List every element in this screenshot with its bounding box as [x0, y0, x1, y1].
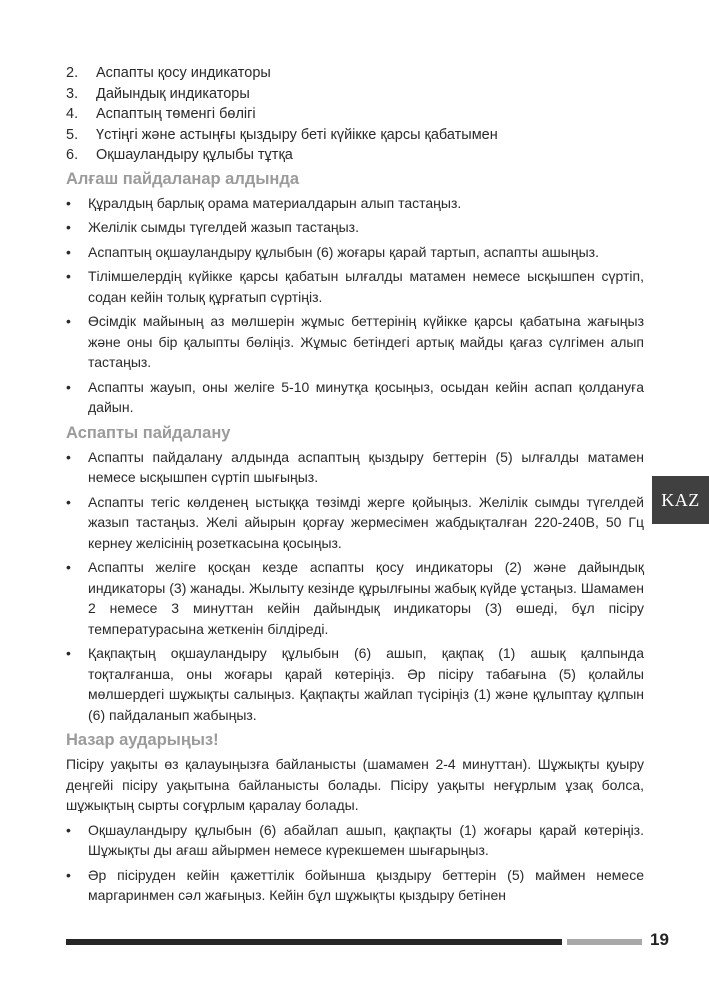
list-item [66, 865, 644, 906]
before-first-use-list [66, 193, 644, 418]
list-item [66, 193, 644, 214]
list-item [66, 125, 644, 146]
item-text: Қақпақтың оқшауландыру құлыбын (6) ашып, қақпақ (1) ашық қалпында тоқталғанша, оны жоғары қарай көтеріңіз. Әр пісіру табағына (5) қолайлы мөлшердегі шұжықты салыңыз. Қақпақты жайлап түсіріңіз (1) және құлыптау құлпын (6) пайдаланып жабыңыз. [88, 645, 644, 723]
bullet-icon: • [66, 559, 71, 575]
list-item [66, 820, 644, 861]
item-text: Аспапты желіге қосқан кезде аспапты қосу индикаторы (2) және дайындық индикаторы (3) жанады. Жылыту кезінде құрылғыны жабық күйде ұстаңыз. Шамамен 2 немесе 3 минуттан кейін дайындық индикаторы (3) өшеді, бұл пісіру температурасына жеткенін білдіреді. [88, 559, 644, 637]
language-tab: KAZ [652, 476, 709, 524]
item-text: Оқшауландыру құлыбы тұтқа [96, 147, 293, 163]
bullet-icon: • [66, 493, 71, 510]
section-heading-attention: Назар аударыңыз! [66, 731, 219, 749]
item-text: Аспапты пайдалану алдында аспаптың қыздыру беттерін (5) ылғалды матамен немесе ысқышпен сүртіп шығыңыз. [88, 448, 644, 485]
attention-list [66, 820, 644, 906]
item-text: Әр пісіруден кейін қажеттілік бойынша қыздыру беттерін (5) маймен немесе маргаринмен сәл жағыңыз. Кейін бұл шұжықты қыздыру бетінен [88, 866, 644, 903]
item-text: Дайындық индикаторы [96, 85, 250, 102]
item-text: Өсімдік майының аз мөлшерін жұмыс беттерінің күйікке қарсы қабатына жағыңыз және оны бір қалыпты бөліңіз. Жұмыс бетіндегі артық майды қағаз сүлгімен алып тастаңыз. [88, 313, 644, 370]
bullet-icon: • [66, 313, 71, 329]
page-content [66, 63, 644, 910]
bullet-icon: • [66, 378, 71, 395]
item-number: 4. [66, 106, 79, 122]
item-text: Желілік сымды түгелдей жазып тастаңыз. [88, 219, 359, 235]
bullet-icon: • [66, 268, 71, 284]
footer-rule-grey [567, 939, 642, 945]
item-text: Аспапты жауып, оны желіге 5-10 минутқа қосыңыз, осыдан кейін аспап қолдануға дайын. [88, 378, 644, 415]
item-text: Оқшауландыру құлыбын (6) абайлап ашып, қақпақты (1) жоғары қарай көтеріңіз. Шұжықты ды ағаш айырмен немесе күрекшемен шығарыңыз. [88, 821, 644, 858]
list-item [66, 145, 644, 166]
list-item [66, 557, 644, 639]
list-item [66, 492, 644, 554]
bullet-icon: • [66, 866, 71, 883]
item-number: 3. [66, 85, 79, 102]
bullet-icon: • [66, 243, 71, 260]
item-text: Аспаптың төменгі бөлігі [96, 106, 256, 122]
bullet-icon: • [66, 194, 71, 211]
list-item [66, 104, 644, 125]
item-text: Құралдың барлық орама материалдарын алып тастаңыз. [88, 194, 462, 211]
footer-rule-dark [66, 939, 562, 945]
item-number: 2. [66, 65, 79, 81]
parts-list [66, 63, 644, 166]
item-text: Үстіңгі және астыңғы қыздыру беті күйікке қарсы қабатымен [96, 126, 498, 143]
list-item [66, 217, 644, 238]
item-text: Тілімшелердің күйікке қарсы қабатын ылғалды матамен немесе ысқышпен сүртіп, содан кейін толық құрғатып сүртіңіз. [88, 268, 644, 305]
list-item [66, 266, 644, 307]
list-item [66, 242, 644, 263]
bullet-icon: • [66, 448, 71, 465]
list-item [66, 84, 644, 105]
using-list [66, 447, 644, 726]
section-heading-using: Аспапты пайдалану [66, 423, 231, 442]
list-item [66, 377, 644, 418]
list-item [66, 447, 644, 488]
list-item [66, 643, 644, 725]
bullet-icon: • [66, 645, 71, 661]
section-heading-before-first-use: Алғаш пайдаланар алдында [66, 169, 300, 188]
attention-paragraph: Пісіру уақыты өз қалауыңызға байланысты (шамамен 2-4 минуттан). Шұжықты қуыру деңгейі пісіру уақытына байланысты болады. Пісіру уақыты неғұрлым ұзақ болса, шұжықтың сырты соғұрлым қаралау болады. [66, 756, 644, 813]
list-item [66, 311, 644, 373]
page-number: 19 [650, 930, 669, 949]
list-item [66, 63, 644, 84]
bullet-icon: • [66, 219, 71, 235]
item-text: Аспаптың оқшауландыру құлыбын (6) жоғары қарай тартып, аспапты ашыңыз. [88, 243, 599, 260]
item-text: Аспапты қосу индикаторы [96, 65, 271, 81]
bullet-icon: • [66, 821, 71, 838]
item-number: 6. [66, 147, 79, 163]
item-number: 5. [66, 126, 79, 143]
item-text: Аспапты тегіс көлденең ыстыққа төзімді жерге қойыңыз. Желілік сымды түгелдей жазып тастаңыз. Желі айырын қорғау жермесімен жабдықталған 220-240В, 50 Гц кернеу желісінің розеткасына қосыңыз. [88, 493, 644, 551]
